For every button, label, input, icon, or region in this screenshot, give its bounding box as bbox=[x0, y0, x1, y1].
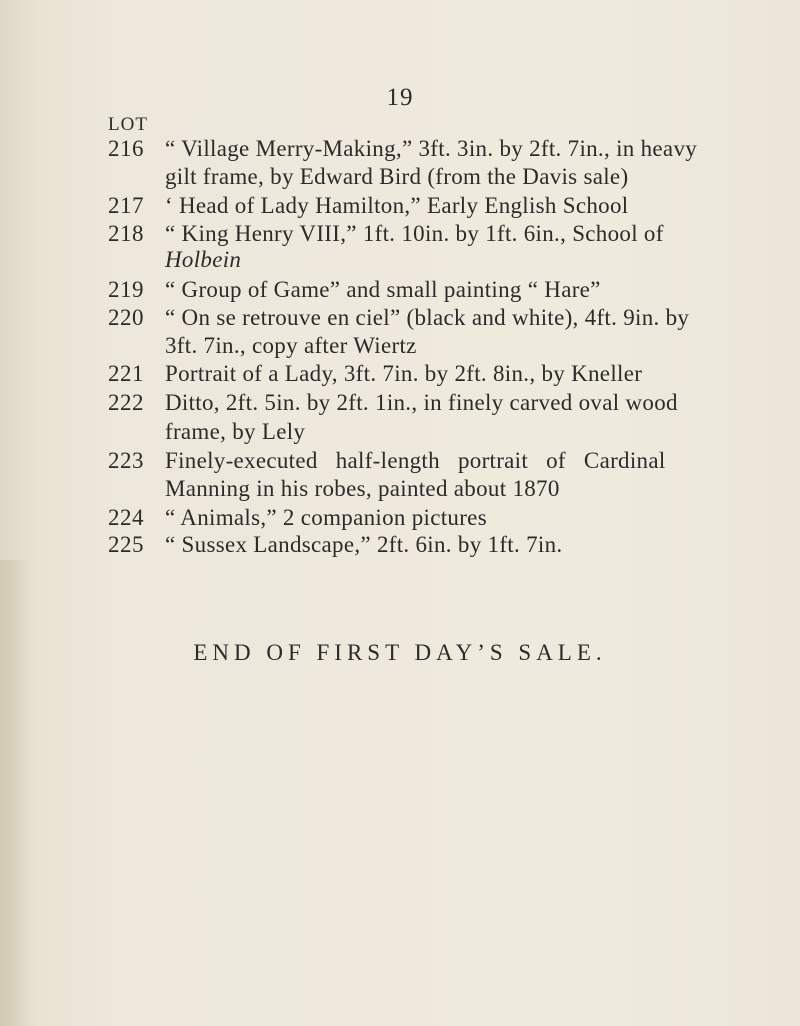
lot-number: 218 bbox=[108, 221, 144, 246]
lot-description-line: Portrait of a Lady, 3ft. 7in. by 2ft. 8in., by Kneller bbox=[165, 361, 643, 386]
lot-description-line: 3ft. 7in., copy after Wiertz bbox=[165, 333, 417, 358]
lot-description-line: “ King Henry VIII,” 1ft. 10in. by 1ft. 6in., School of bbox=[165, 221, 664, 246]
lot-description-line: gilt frame, by Edward Bird (from the Davis sale) bbox=[165, 164, 629, 189]
page-number: 19 bbox=[386, 84, 414, 111]
lot-number: 222 bbox=[108, 390, 144, 415]
lot-description-line: “ On se retrouve en ciel” (black and white), 4ft. 9in. by bbox=[165, 305, 690, 330]
lot-description-line: ‘ Head of Lady Hamilton,” Early English School bbox=[165, 193, 629, 218]
lot-number: 217 bbox=[108, 193, 144, 218]
lot-description-line: Manning in his robes, painted about 1870 bbox=[165, 476, 560, 501]
lot-number: 221 bbox=[108, 361, 144, 386]
lot-number: 216 bbox=[108, 136, 144, 161]
page-edge-shadow bbox=[0, 560, 30, 1026]
lot-description-line: Holbein bbox=[165, 247, 242, 272]
lot-description-line: “ Sussex Landscape,” 2ft. 6in. by 1ft. 7in. bbox=[165, 532, 563, 557]
lot-number: 224 bbox=[108, 505, 144, 530]
end-of-sale-notice: END OF FIRST DAY’S SALE. bbox=[193, 640, 607, 665]
lot-number: 220 bbox=[108, 305, 144, 330]
lot-column-heading: LOT bbox=[108, 114, 148, 135]
lot-description-line: frame, by Lely bbox=[165, 419, 306, 444]
lot-description-line: Ditto, 2ft. 5in. by 2ft. 1in., in finely carved oval wood bbox=[165, 390, 678, 415]
lot-description-line: Finely-executed half-length portrait of Cardinal bbox=[165, 448, 666, 473]
lot-description-line: “ Group of Game” and small painting “ Hare” bbox=[165, 277, 601, 302]
lot-number: 223 bbox=[108, 448, 144, 473]
lot-description-line: “ Animals,” 2 companion pictures bbox=[165, 505, 487, 530]
lot-number: 219 bbox=[108, 277, 144, 302]
lot-description-line: “ Village Merry-Making,” 3ft. 3in. by 2ft. 7in., in heavy bbox=[165, 136, 698, 161]
lot-number: 225 bbox=[108, 532, 144, 557]
